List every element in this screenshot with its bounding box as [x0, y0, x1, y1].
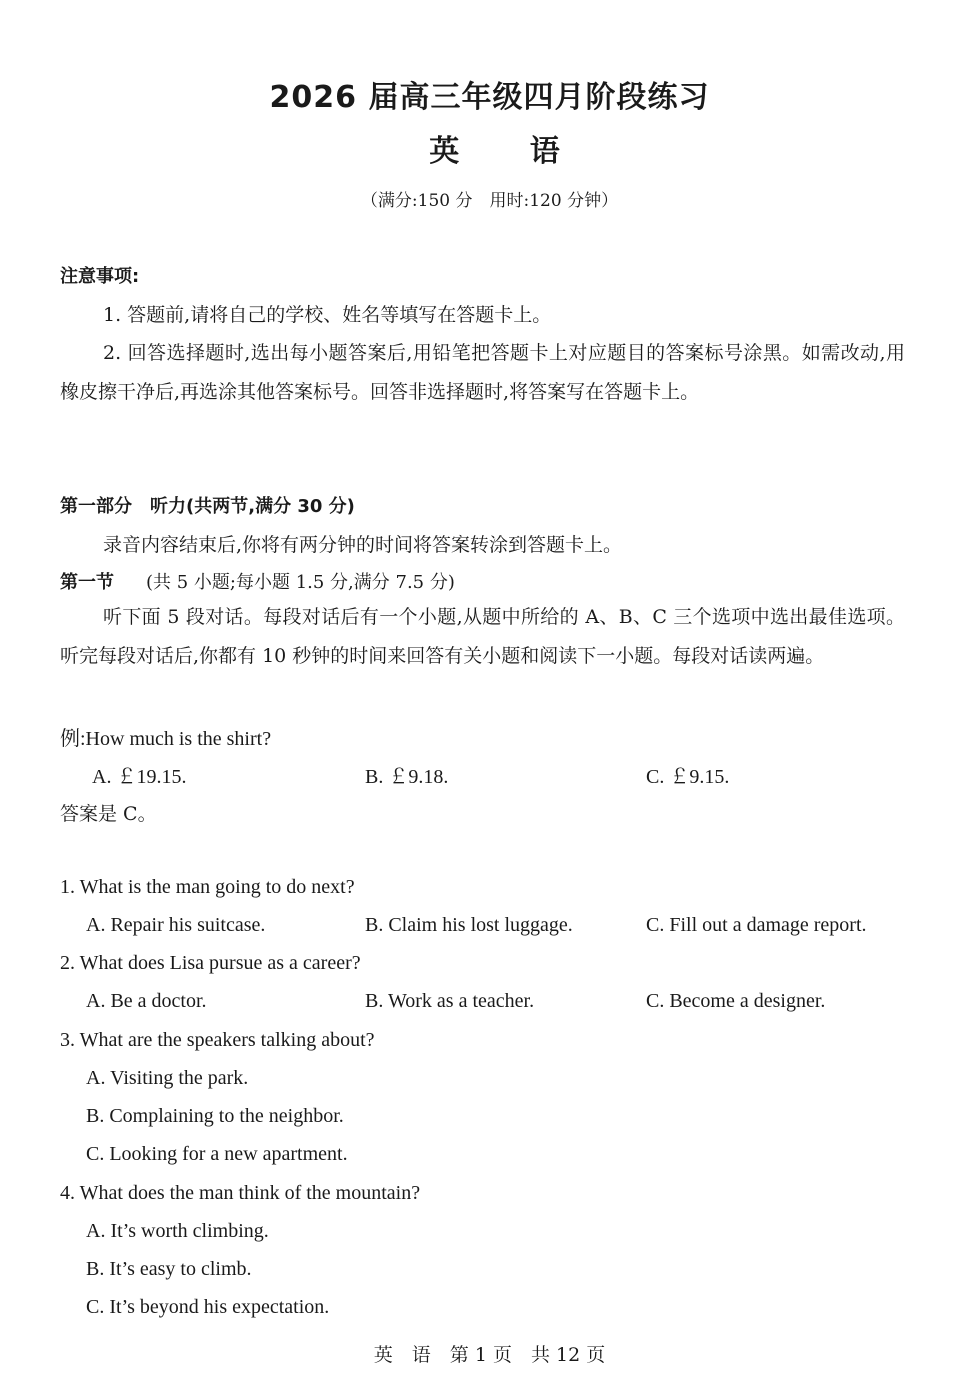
q1-option-c: C. Fill out a damage report. — [646, 914, 867, 936]
q3-option-c: C. Looking for a new apartment. — [86, 1143, 348, 1165]
example-question: 例:How much is the shirt? — [60, 728, 272, 750]
subject-title: 英 语 — [429, 134, 590, 169]
q2-option-a: A. Be a doctor. — [86, 990, 207, 1012]
q2-option-b: B. Work as a teacher. — [365, 990, 535, 1012]
q4-option-a: A. It’s worth climbing. — [86, 1220, 269, 1242]
section1-label: 第一节 — [60, 572, 114, 593]
q1-option-b: B. Claim his lost luggage. — [365, 914, 573, 936]
q4-option-b: B. It’s easy to climb. — [86, 1258, 252, 1280]
example-answer: 答案是 C。 — [60, 803, 157, 825]
part1-heading: 第一部分 听力(共两节,满分 30 分) — [60, 496, 355, 517]
q3-option-a: A. Visiting the park. — [86, 1067, 249, 1089]
page-footer: 英 语 第 1 页 共 12 页 — [373, 1344, 606, 1366]
notice-item-1: 1. 答题前,请将自己的学校、姓名等填写在答题卡上。 — [103, 304, 552, 326]
q2-option-c: C. Become a designer. — [646, 990, 826, 1012]
notice-heading: 注意事项: — [60, 266, 140, 287]
example-option-a: A. ￡19.15. — [92, 766, 187, 788]
notice-item-2: 2. 回答选择题时,选出每小题答案后,用铅笔把答题卡上对应题目的答案标号涂黑。如需改动,用橡皮擦干净后,再选涂其他答案标号。回答非选择题时,将答案写在答题卡上。 — [60, 342, 905, 403]
exam-title: 2026 届高三年级四月阶段练习 — [269, 80, 710, 115]
q1-option-a: A. Repair his suitcase. — [86, 914, 266, 936]
q3-option-b: B. Complaining to the neighbor. — [86, 1105, 344, 1127]
exam-meta: （满分:150 分 用时:120 分钟） — [360, 191, 619, 211]
q4-option-c: C. It’s beyond his expectation. — [86, 1296, 330, 1318]
section1-info: (共 5 小题;每小题 1.5 分,满分 7.5 分) — [146, 572, 455, 593]
section1-instruction: 听下面 5 段对话。每段对话后有一个小题,从题中所给的 A、B、C 三个选项中选出最佳选项。听完每段对话后,你都有 10 秒钟的时间来回答有关小题和阅读下一小题。每段对话读两遍。 — [60, 606, 905, 667]
question-4: 4. What does the man think of the mountain? — [60, 1182, 421, 1204]
example-option-b: B. ￡9.18. — [365, 766, 449, 788]
question-1: 1. What is the man going to do next? — [60, 876, 355, 898]
question-2: 2. What does Lisa pursue as a career? — [60, 952, 361, 974]
part1-instruction: 录音内容结束后,你将有两分钟的时间将答案转涂到答题卡上。 — [103, 534, 623, 556]
example-option-c: C. ￡9.15. — [646, 766, 730, 788]
question-3: 3. What are the speakers talking about? — [60, 1029, 375, 1051]
